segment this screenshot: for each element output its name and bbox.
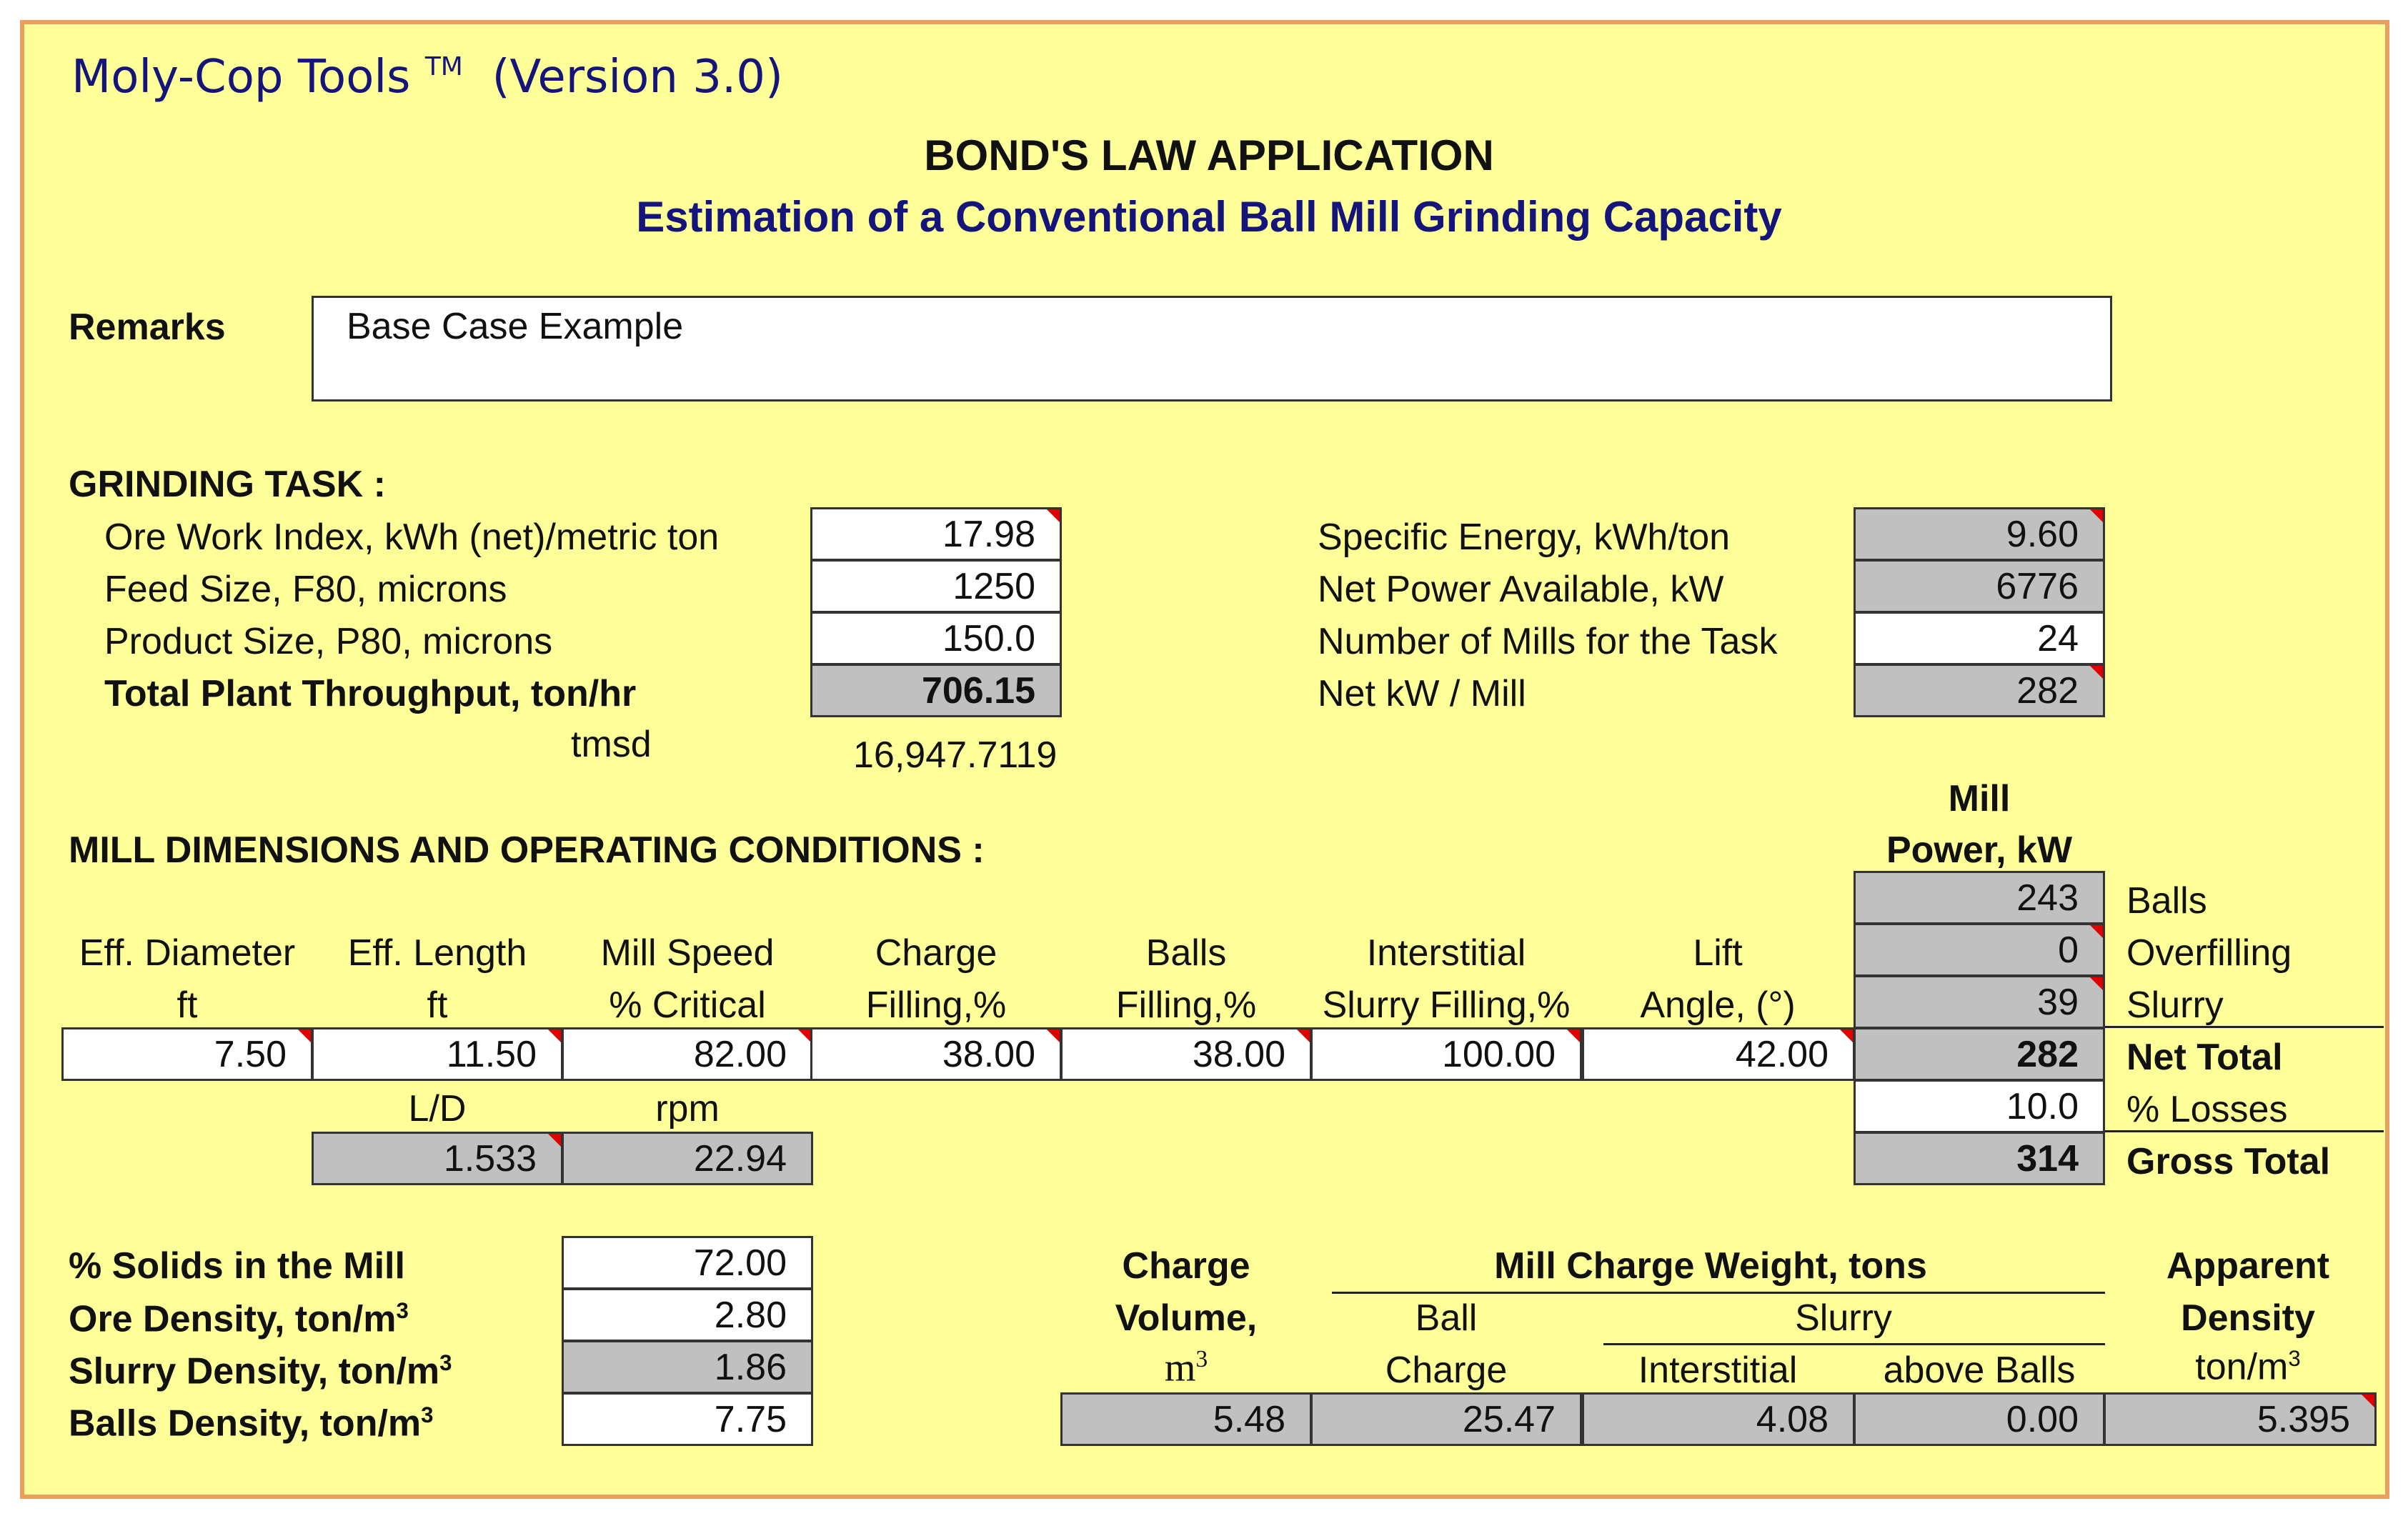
power-divider-2 bbox=[2105, 1130, 2384, 1132]
slurry-power-value: 39 bbox=[1854, 975, 2105, 1029]
work-index-label: Ore Work Index, kWh (net)/metric ton bbox=[104, 517, 720, 558]
col-interstitial-line2: Slurry Filling,% bbox=[1322, 984, 1571, 1026]
interstitial-value: 4.08 bbox=[1582, 1392, 1855, 1446]
slurry-density-value: 1.86 bbox=[562, 1340, 813, 1394]
gross-total-value: 314 bbox=[1854, 1132, 2105, 1185]
kw-per-mill-value: 282 bbox=[1854, 664, 2105, 717]
product-size-input[interactable]: 150.0 bbox=[810, 612, 1062, 665]
net-total-value: 282 bbox=[1854, 1027, 2105, 1081]
col-balls-line1: Balls bbox=[1145, 932, 1227, 974]
remarks-text: Base Case Example bbox=[347, 306, 684, 347]
slurry-header-underline bbox=[1603, 1343, 2105, 1345]
ball-charge-value: 25.47 bbox=[1310, 1392, 1582, 1446]
net-total-label: Net Total bbox=[2126, 1037, 2283, 1078]
slurry-density-label bbox=[69, 1352, 452, 1390]
feed-size-label: Feed Size, F80, microns bbox=[104, 569, 507, 610]
apparent-density-line1: Apparent bbox=[2166, 1245, 2330, 1287]
charge-volume-unit-text: m bbox=[1164, 1345, 1196, 1390]
tmsd-label: tmsd bbox=[571, 724, 652, 765]
solids-label: % Solids in the Mill bbox=[69, 1245, 405, 1287]
charge-volume-exp: 3 bbox=[1195, 1346, 1208, 1372]
ore-density-input[interactable]: 2.80 bbox=[562, 1288, 813, 1342]
app-name: Moly-Cop Tools bbox=[71, 51, 411, 104]
work-index-input[interactable]: 17.98 bbox=[810, 507, 1062, 561]
charge-filling-input[interactable]: 38.00 bbox=[810, 1027, 1062, 1081]
above-balls-header: above Balls bbox=[1883, 1350, 2076, 1391]
throughput-label: Total Plant Throughput, ton/hr bbox=[104, 673, 637, 714]
rpm-value: 22.94 bbox=[562, 1132, 813, 1185]
app-version: (Version 3.0) bbox=[492, 51, 783, 104]
speed-input[interactable]: 82.00 bbox=[562, 1027, 813, 1081]
col-interstitial-line1: Interstitial bbox=[1366, 932, 1526, 974]
balls-density-text: Balls Density, ton/m bbox=[69, 1402, 422, 1445]
power-header-line2: Power, kW bbox=[1886, 829, 2073, 871]
slurry-density-text: Slurry Density, ton/m bbox=[69, 1350, 440, 1392]
remarks-label: Remarks bbox=[69, 306, 226, 348]
balls-power-label: Balls bbox=[2126, 880, 2207, 922]
charge-volume-value: 5.48 bbox=[1060, 1392, 1312, 1446]
interstitial-filling-input[interactable]: 100.00 bbox=[1310, 1027, 1582, 1081]
ld-value: 1.533 bbox=[312, 1132, 563, 1185]
product-size-label: Product Size, P80, microns bbox=[104, 621, 553, 662]
weight-header: Mill Charge Weight, tons bbox=[1494, 1245, 1927, 1287]
net-power-value: 6776 bbox=[1854, 559, 2105, 613]
overfilling-power-value: 0 bbox=[1854, 923, 2105, 977]
mill-heading: MILL DIMENSIONS AND OPERATING CONDITIONS : bbox=[69, 829, 985, 871]
charge-volume-line1: Charge bbox=[1122, 1245, 1250, 1287]
ore-density-exp: 3 bbox=[396, 1298, 409, 1323]
app-title bbox=[71, 51, 783, 104]
balls-density-exp: 3 bbox=[421, 1402, 434, 1427]
losses-label: % Losses bbox=[2126, 1089, 2288, 1130]
apparent-density-value: 5.395 bbox=[2104, 1392, 2377, 1446]
apparent-density-unit bbox=[2105, 1346, 2391, 1388]
apparent-density-exp: 3 bbox=[2288, 1346, 2301, 1371]
slurry-header: Slurry bbox=[1795, 1297, 1892, 1339]
specific-energy-value: 9.60 bbox=[1854, 507, 2105, 561]
col-charge-line2: Filling,% bbox=[865, 984, 1007, 1026]
power-header-line1: Mill bbox=[1948, 778, 2011, 819]
weight-header-underline bbox=[1332, 1292, 2105, 1294]
col-lift-line2: Angle, (°) bbox=[1640, 984, 1796, 1026]
solids-input[interactable]: 72.00 bbox=[562, 1236, 813, 1290]
balls-power-value: 243 bbox=[1854, 871, 2105, 924]
power-divider-1 bbox=[2105, 1026, 2384, 1028]
length-input[interactable]: 11.50 bbox=[312, 1027, 563, 1081]
col-charge-line1: Charge bbox=[875, 932, 997, 974]
above-balls-value: 0.00 bbox=[1854, 1392, 2105, 1446]
trademark: TM bbox=[424, 52, 463, 81]
ball-charge-line1: Ball bbox=[1415, 1297, 1478, 1339]
feed-size-input[interactable]: 1250 bbox=[810, 559, 1062, 613]
col-length-line1: Eff. Length bbox=[347, 932, 527, 974]
apparent-density-line2: Density bbox=[2181, 1297, 2315, 1339]
col-length-line2: ft bbox=[427, 984, 448, 1026]
ore-density-text: Ore Density, ton/m bbox=[69, 1298, 397, 1340]
diameter-input[interactable]: 7.50 bbox=[61, 1027, 313, 1081]
balls-density-input[interactable]: 7.75 bbox=[562, 1392, 813, 1446]
overfilling-power-label: Overfilling bbox=[2126, 932, 2292, 974]
apparent-density-unit-text: ton/m bbox=[2195, 1346, 2289, 1388]
col-diameter-line2: ft bbox=[176, 984, 198, 1026]
charge-volume-line2: Volume, bbox=[1115, 1297, 1258, 1339]
col-diameter-line1: Eff. Diameter bbox=[79, 932, 296, 974]
rpm-label: rpm bbox=[655, 1088, 720, 1129]
grinding-task-heading: GRINDING TASK : bbox=[69, 464, 386, 505]
page-subtitle: Estimation of a Conventional Ball Mill Grinding Capacity bbox=[636, 193, 1782, 241]
specific-energy-label: Specific Energy, kWh/ton bbox=[1318, 517, 1731, 558]
lift-angle-input[interactable]: 42.00 bbox=[1582, 1027, 1855, 1081]
charge-volume-unit bbox=[1060, 1347, 1312, 1388]
throughput-value: 706.15 bbox=[810, 664, 1062, 717]
interstitial-header: Interstitial bbox=[1638, 1350, 1798, 1391]
num-mills-label: Number of Mills for the Task bbox=[1318, 621, 1778, 662]
ore-density-label bbox=[69, 1298, 409, 1340]
slurry-power-label: Slurry bbox=[2126, 984, 2224, 1026]
ball-charge-line2: Charge bbox=[1385, 1350, 1508, 1391]
net-power-label: Net Power Available, kW bbox=[1318, 569, 1724, 610]
worksheet bbox=[20, 20, 2389, 1499]
losses-input[interactable]: 10.0 bbox=[1854, 1079, 2105, 1133]
remarks-field[interactable] bbox=[312, 296, 2112, 402]
tmsd-value: 16,947.7119 bbox=[853, 734, 1058, 776]
balls-density-label bbox=[69, 1402, 434, 1445]
col-speed-line2: % Critical bbox=[609, 984, 766, 1026]
col-lift-line1: Lift bbox=[1693, 932, 1743, 974]
kw-per-mill-label: Net kW / Mill bbox=[1318, 673, 1526, 714]
slurry-density-exp: 3 bbox=[439, 1350, 452, 1375]
balls-filling-input[interactable]: 38.00 bbox=[1060, 1027, 1312, 1081]
num-mills-input[interactable]: 24 bbox=[1854, 612, 2105, 665]
gross-total-label: Gross Total bbox=[2126, 1141, 2331, 1182]
page-title: BOND'S LAW APPLICATION bbox=[924, 131, 1494, 179]
col-speed-line1: Mill Speed bbox=[600, 932, 775, 974]
ld-label: L/D bbox=[408, 1088, 467, 1129]
col-balls-line2: Filling,% bbox=[1115, 984, 1257, 1026]
